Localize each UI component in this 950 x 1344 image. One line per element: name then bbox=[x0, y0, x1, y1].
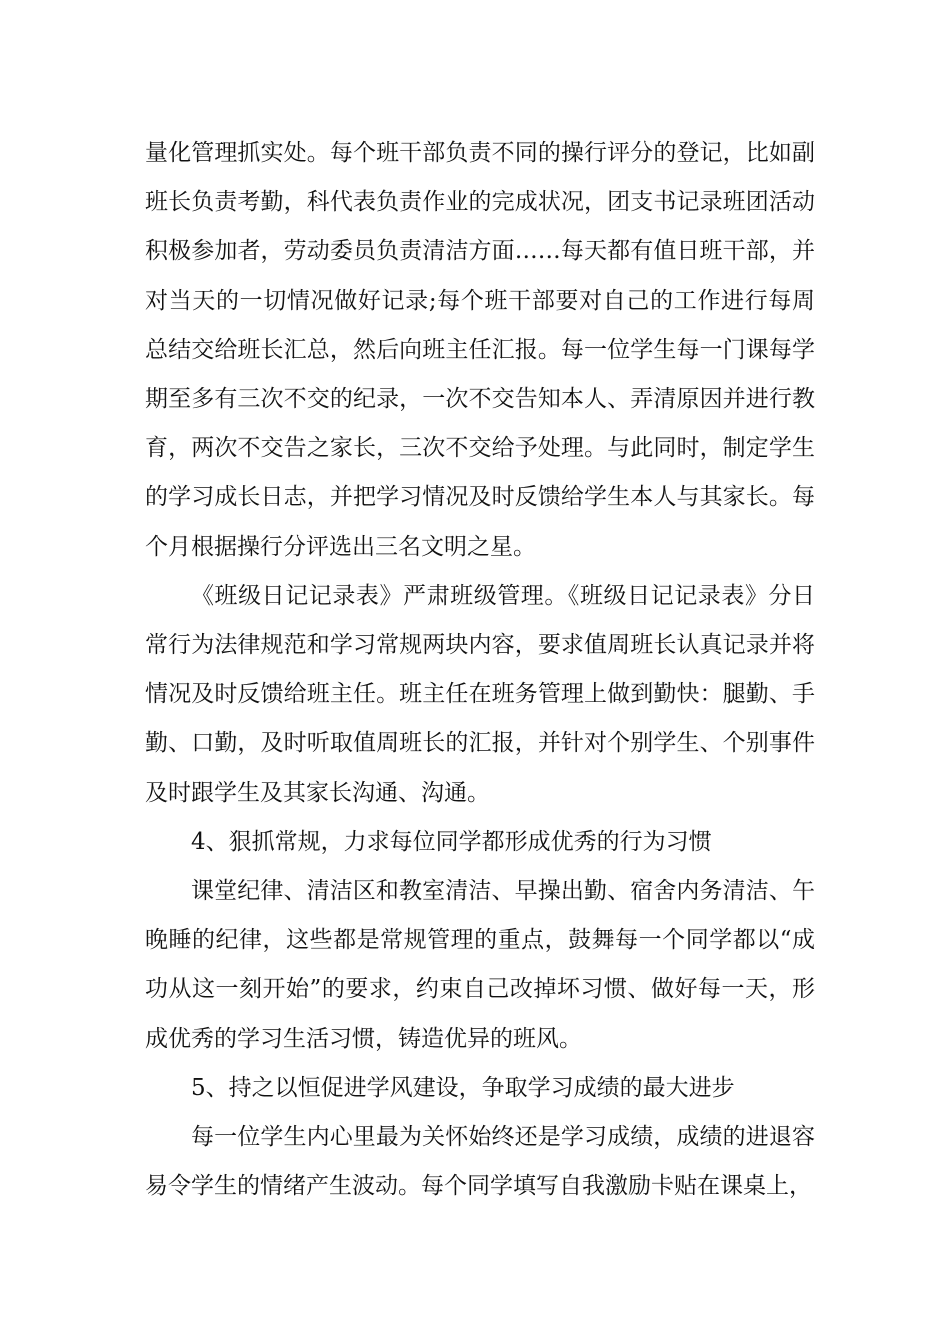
paragraph-academic-performance: 每一位学生内心里最为关怀始终还是学习成绩，成绩的进退容易令学生的情绪产生波动。每个同学填写自我激励卡贴在课桌上， bbox=[145, 1124, 815, 1200]
section-heading-study-style: 5、持之以恒促进学风建设，争取学习成绩的最大进步 bbox=[191, 1074, 735, 1101]
paragraph-routine-management: 课堂纪律、清洁区和教室清洁、早操出勤、宿舍内务清洁、午晚睡的纪律，这些都是常规管理的重点，鼓舞每一个同学都以“成功从这一刻开始”的要求，约束自己改掉坏习惯、做好每一天，形成优秀的学习生活习惯，铸造优异的班风。 bbox=[145, 878, 815, 1052]
paragraph-class-diary-record: 《班级日记记录表》严肃班级管理。《班级日记记录表》分日常行为法律规范和学习常规两块内容，要求值周班长认真记录并将情况及时反馈给班主任。班主任在班务管理上做到勤快：腿勤、手勤、口勤，及时听取值周班长的汇报，并针对个别学生、个别事件及时跟学生及其家长沟通、沟通。 bbox=[145, 582, 815, 806]
section-heading-routine-habits: 4、狠抓常规，力求每位同学都形成优秀的行为习惯 bbox=[191, 828, 712, 855]
paragraph-quantified-management: 量化管理抓实处。每个班干部负责不同的操行评分的登记，比如副班长负责考勤，科代表负责作业的完成状况，团支书记录班团活动积极参加者，劳动委员负责清洁方面……每天都有值日班干部，并对当天的一切情况做好记录;每个班干部要对自己的工作进行每周总结交给班长汇总，然后向班主任汇报。每一位学生每一门课每学期至多有三次不交的纪录，一次不交告知本人、弄清原因并进行教育，两次不交告之家长，三次不交给予处理。与此同时，制定学生的学习成长日志，并把学习情况及时反馈给学生本人与其家长。每个月根据操行分评选出三名文明之星。 bbox=[145, 140, 815, 560]
document-body bbox=[145, 129, 815, 1211]
